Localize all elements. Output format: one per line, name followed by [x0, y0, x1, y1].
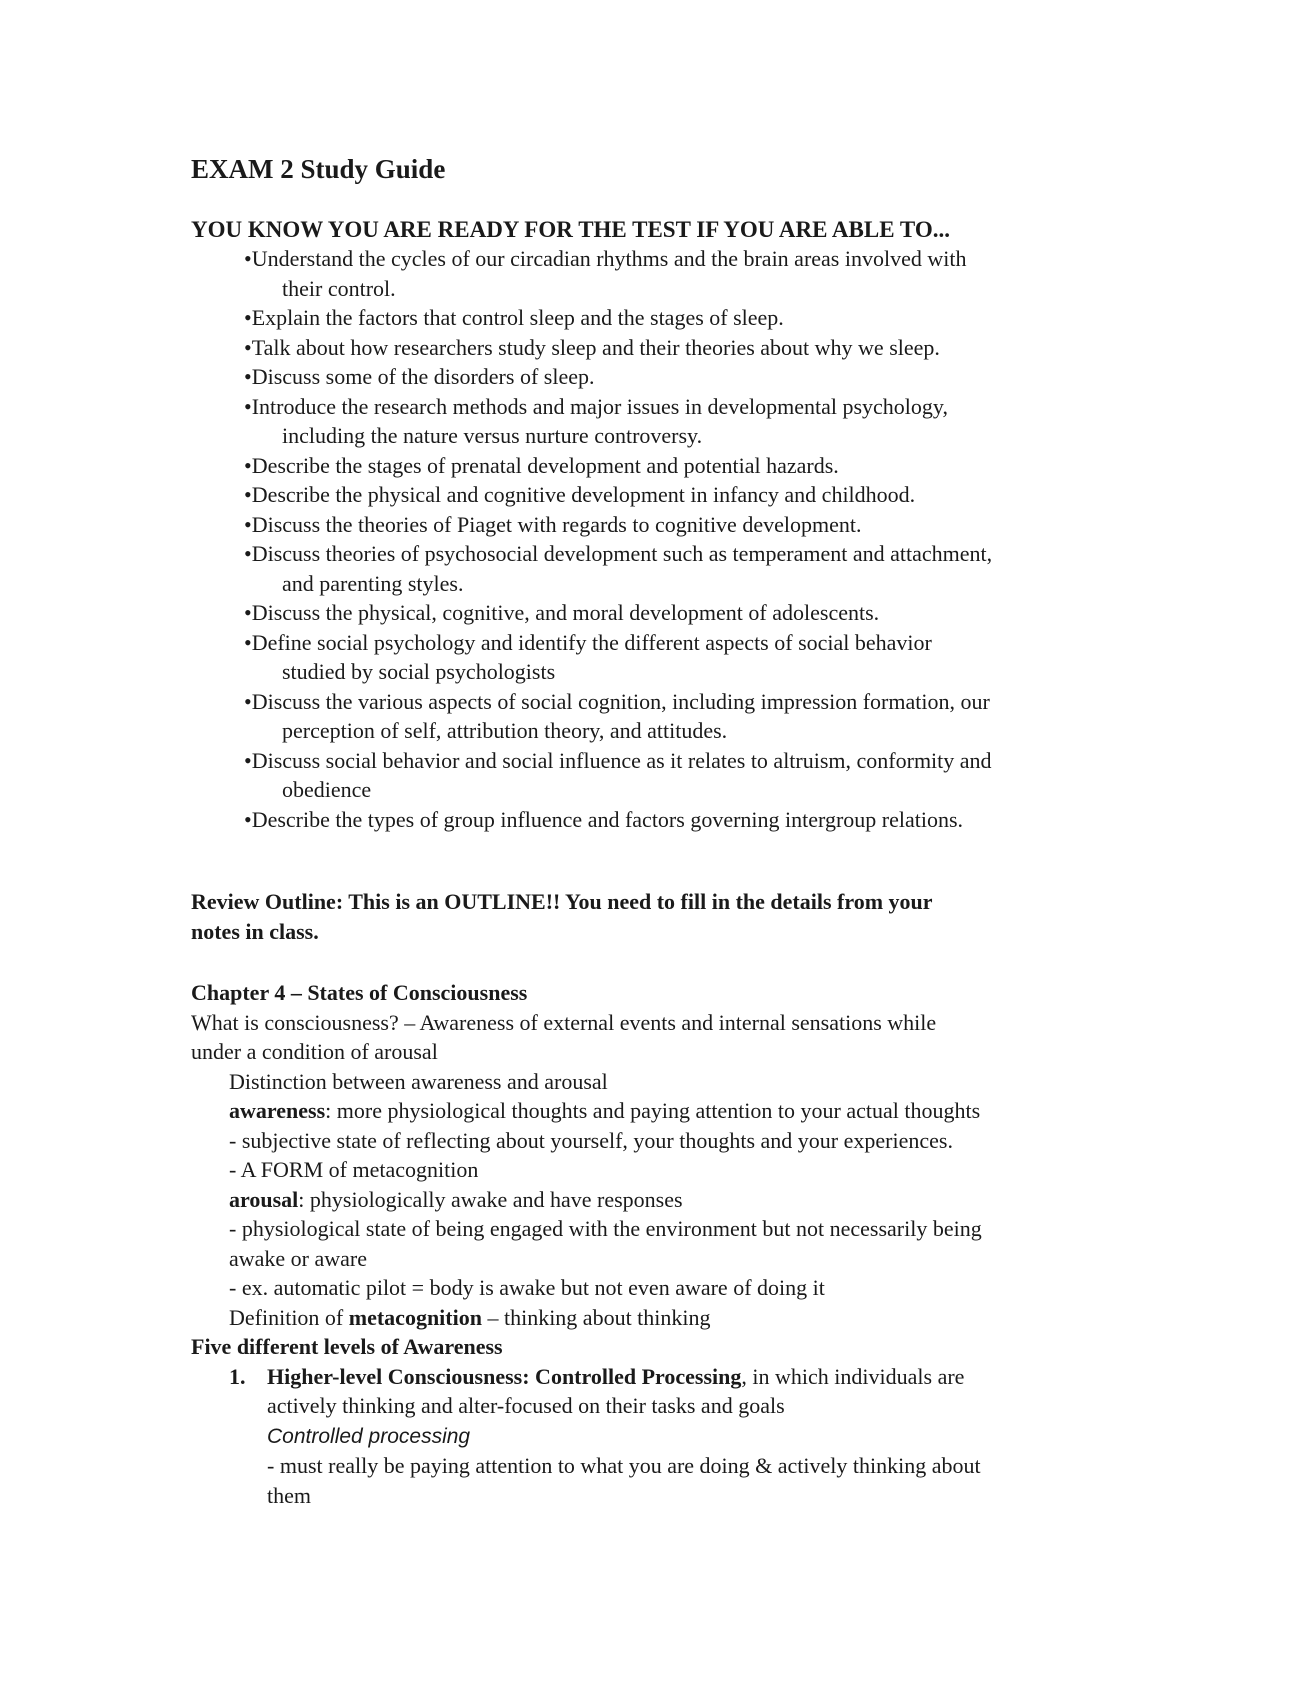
objective-text-continued: obedience — [282, 777, 372, 802]
review-outline-line: notes in class. — [191, 919, 319, 944]
objective-text: Define social psychology and identify the different aspects of social behavior — [251, 629, 932, 655]
document-title: EXAM 2 Study Guide — [191, 154, 446, 184]
metacognition-term: metacognition — [348, 1304, 482, 1330]
objective-text: Describe the stages of prenatal development and potential hazards. — [251, 452, 839, 478]
objective-text: Discuss some of the disorders of sleep. — [251, 364, 595, 389]
objective-text-continued: studied by social psychologists — [282, 659, 556, 684]
chapter-heading: Chapter 4 – States of Consciousness — [191, 980, 528, 1005]
level-def-line: actively thinking and alter-focused on their tasks and goals — [267, 1393, 785, 1418]
objective-text: Discuss the theories of Piaget with regards to cognitive development. — [251, 511, 862, 537]
objective-text: Discuss the various aspects of social cognition, including impression formation, our — [251, 688, 990, 714]
objective-item — [244, 480, 1124, 510]
objective-text: Describe the types of group influence and factors governing intergroup relations. — [251, 806, 964, 832]
consciousness-definition-line: under a condition of arousal — [191, 1039, 438, 1064]
metacognition-definition — [191, 1303, 1111, 1333]
chapter-4-section — [191, 978, 1111, 1510]
consciousness-definition — [191, 1008, 1111, 1067]
objective-item — [244, 805, 1124, 835]
objectives-list — [244, 244, 1124, 834]
awareness-term: awareness — [229, 1098, 326, 1123]
bullet-icon: • — [244, 482, 252, 507]
objective-item — [244, 746, 1124, 805]
objective-text-continued: and parenting styles. — [282, 570, 464, 596]
objective-text-continued: including the nature versus nurture controversy. — [282, 423, 703, 448]
levels-heading: Five different levels of Awareness — [191, 1334, 503, 1359]
bullet-icon: • — [244, 806, 252, 832]
metacognition-prefix: Definition of — [229, 1304, 349, 1330]
ready-heading: YOU KNOW YOU ARE READY FOR THE TEST IF YOU ARE ABLE TO... — [191, 217, 950, 242]
bullet-icon: • — [244, 511, 252, 537]
arousal-note-line: - physiological state of being engaged with the environment but not necessarily being — [229, 1216, 982, 1241]
bullet-icon: • — [244, 541, 252, 566]
objective-text: Discuss social behavior and social influence as it relates to altruism, conformity and — [251, 747, 992, 773]
review-outline-line: Review Outline: This is an OUTLINE!! You need to fill in the details from your — [191, 889, 933, 914]
level-note-line: - must really be paying attention to what you are doing & actively thinking about — [267, 1453, 981, 1478]
review-outline-note — [191, 887, 1091, 947]
objective-item — [244, 362, 1124, 392]
objective-text: Introduce the research methods and major issues in developmental psychology, — [251, 393, 948, 419]
bullet-icon: • — [244, 747, 252, 773]
level-number: 1. — [229, 1363, 246, 1389]
awareness-note: - A FORM of metacognition — [229, 1157, 479, 1182]
bullet-icon: • — [244, 452, 252, 478]
arousal-definition — [191, 1185, 1111, 1215]
bullet-icon: • — [244, 688, 252, 714]
bullet-icon: • — [244, 600, 252, 625]
arousal-note-line: awake or aware — [229, 1245, 368, 1271]
bullet-icon: • — [244, 364, 252, 389]
objective-item — [244, 539, 1124, 598]
level-def: , in which individuals are — [741, 1363, 965, 1389]
objective-item — [244, 333, 1124, 363]
awareness-def: : more physiological thoughts and paying attention to your actual thoughts — [325, 1098, 981, 1123]
objective-text: Explain the factors that control sleep and the stages of sleep. — [251, 305, 784, 330]
arousal-def: : physiologically awake and have responses — [298, 1186, 683, 1212]
objective-text: Talk about how researchers study sleep and their theories about why we sleep. — [251, 334, 940, 360]
objective-text: Discuss the physical, cognitive, and moral development of adolescents. — [251, 600, 880, 625]
distinction-line: Distinction between awareness and arousal — [229, 1068, 608, 1094]
objective-item — [244, 392, 1124, 451]
objective-item — [244, 303, 1124, 333]
objective-item — [244, 510, 1124, 540]
awareness-definition — [191, 1096, 1111, 1126]
objective-item — [244, 628, 1124, 687]
arousal-term: arousal — [229, 1186, 299, 1212]
level-subheading: Controlled processing — [267, 1424, 471, 1448]
objective-text: Describe the physical and cognitive development in infancy and childhood. — [251, 482, 916, 507]
level-note-line: them — [267, 1482, 311, 1508]
objective-text: Understand the cycles of our circadian rhythms and the brain areas involved with — [251, 246, 967, 271]
bullet-icon: • — [244, 246, 252, 271]
bullet-icon: • — [244, 393, 252, 419]
arousal-note — [191, 1214, 1111, 1273]
bullet-icon: • — [244, 305, 252, 330]
objective-item — [244, 598, 1124, 628]
consciousness-definition-line: What is consciousness? – Awareness of external events and internal sensations while — [191, 1009, 937, 1035]
metacognition-def: – thinking about thinking — [481, 1304, 711, 1330]
awareness-note: - subjective state of reflecting about yourself, your thoughts and your experiences. — [229, 1127, 953, 1153]
objective-item — [244, 244, 1124, 303]
objective-text-continued: their control. — [282, 275, 396, 301]
objective-text: Discuss theories of psychosocial development such as temperament and attachment, — [251, 541, 993, 566]
level-term: Higher-level Consciousness: Controlled Processing — [267, 1363, 742, 1389]
bullet-icon: • — [244, 629, 252, 655]
levels-list — [191, 1362, 1111, 1511]
objective-text-continued: perception of self, attribution theory, and attitudes. — [282, 718, 728, 743]
objective-item — [244, 451, 1124, 481]
objective-item — [244, 687, 1124, 746]
level-item — [191, 1362, 1111, 1511]
arousal-note: - ex. automatic pilot = body is awake but not even aware of doing it — [229, 1275, 825, 1300]
bullet-icon: • — [244, 334, 252, 360]
